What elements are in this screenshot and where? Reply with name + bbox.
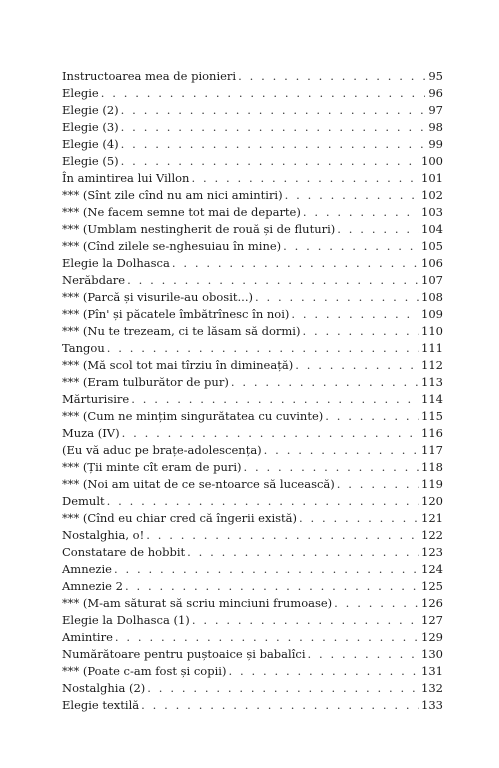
toc-entry-title: *** (Noi am uitat de ce se-ntoarce să lucească) — [62, 477, 335, 491]
toc-entry-title: Nerăbdare — [62, 273, 126, 287]
toc-entry — [62, 578, 443, 595]
toc-dot-leader — [121, 153, 419, 170]
toc-dot-leader — [291, 306, 419, 323]
toc-entry-page-number: 123 — [421, 545, 443, 559]
toc-dot-leader — [122, 425, 419, 442]
toc-entry-page-number: 106 — [421, 256, 443, 270]
toc-entry-title: *** (Sînt zile cînd nu am nici amintiri) — [62, 188, 283, 202]
toc-dot-leader — [334, 595, 419, 612]
toc-dot-leader — [255, 289, 419, 306]
toc-entry — [62, 221, 443, 238]
toc-entry-page-number: 129 — [421, 630, 443, 644]
toc-entry — [62, 85, 443, 102]
toc-entry-title: *** (Cînd eu chiar cred că îngerii există) — [62, 511, 298, 525]
toc-entry-title: *** (Ne facem semne tot mai de departe) — [62, 205, 301, 219]
toc-dot-leader — [238, 68, 425, 85]
toc-entry — [62, 119, 443, 136]
toc-dot-leader — [107, 493, 419, 510]
toc-dot-leader — [244, 459, 420, 476]
toc-entry-page-number: 113 — [421, 375, 443, 389]
toc-dot-leader — [295, 357, 419, 374]
toc-dot-leader — [308, 646, 420, 663]
toc-entry-page-number: 126 — [421, 596, 443, 610]
toc-entry — [62, 170, 443, 187]
toc-entry-title: *** (Eram tulburător de pur) — [62, 375, 229, 389]
toc-dot-leader — [121, 136, 425, 153]
toc-entry-page-number: 104 — [421, 222, 443, 236]
toc-entry-page-number: 122 — [421, 528, 443, 542]
toc-dot-leader — [187, 544, 419, 561]
toc-dot-leader — [121, 119, 425, 136]
toc-entry-page-number: 107 — [421, 273, 443, 287]
toc-entry-title: Constatare de hobbit — [62, 545, 186, 559]
toc-entry-title: *** (Poate c-am fost și copii) — [62, 664, 227, 678]
toc-entry — [62, 510, 443, 527]
toc-dot-leader — [192, 612, 419, 629]
toc-entry-title: *** (Mă scol tot mai tîrziu în dimineață) — [62, 358, 294, 372]
toc-entry-page-number: 125 — [421, 579, 443, 593]
toc-dot-leader — [231, 374, 419, 391]
toc-dot-leader — [228, 663, 419, 680]
toc-entry — [62, 102, 443, 119]
toc-entry-page-number: 109 — [421, 307, 443, 321]
toc-entry — [62, 68, 443, 85]
toc-entry — [62, 680, 443, 697]
toc-entry — [62, 663, 443, 680]
toc-entry-page-number: 115 — [421, 409, 443, 423]
toc-entry-page-number: 110 — [421, 324, 443, 338]
toc-entry-title: Muza (IV) — [62, 426, 120, 440]
toc-entry-title: *** (M-am săturat să scriu minciuni frumoase) — [62, 596, 333, 610]
toc-entry-title: Tangou — [62, 341, 105, 355]
toc-entry-page-number: 124 — [421, 562, 443, 576]
toc-entry — [62, 374, 443, 391]
toc-entry-page-number: 117 — [421, 443, 443, 457]
toc-entry-title: Amnezie 2 — [62, 579, 123, 593]
toc-entry — [62, 544, 443, 561]
toc-entry-page-number: 97 — [428, 103, 443, 117]
toc-entry-page-number: 100 — [421, 154, 443, 168]
toc-entry-page-number: 127 — [421, 613, 443, 627]
toc-entry-page-number: 102 — [421, 188, 443, 202]
toc-entry-title: Numărătoare pentru puștoaice și babalîci — [62, 647, 306, 661]
toc-entry-page-number: 131 — [421, 664, 443, 678]
toc-entry-page-number: 99 — [428, 137, 443, 151]
toc-entry-page-number: 105 — [421, 239, 443, 253]
toc-dot-leader — [147, 680, 419, 697]
toc-entry-title: Demult — [62, 494, 105, 508]
toc-entry — [62, 442, 443, 459]
toc-entry-title: În amintirea lui Villon — [62, 171, 190, 185]
toc-entry — [62, 357, 443, 374]
toc-entry-title: Elegie la Dolhasca (1) — [62, 613, 190, 627]
toc-entry-page-number: 120 — [421, 494, 443, 508]
toc-entry-page-number: 118 — [421, 460, 443, 474]
toc-entry — [62, 408, 443, 425]
toc-entry-title: Nostalghia (2) — [62, 681, 146, 695]
toc-entry — [62, 527, 443, 544]
toc-entry-title: *** (Parcă și visurile-au obosit...) — [62, 290, 253, 304]
toc-entry-title: Elegie textilă — [62, 698, 140, 712]
toc-dot-leader — [303, 204, 419, 221]
toc-entry — [62, 255, 443, 272]
toc-entry — [62, 697, 443, 714]
toc-entry-title: Elegie (4) — [62, 137, 119, 151]
toc-entry — [62, 425, 443, 442]
toc-dot-leader — [337, 221, 419, 238]
toc-dot-leader — [146, 527, 419, 544]
toc-entry — [62, 340, 443, 357]
toc-entry — [62, 646, 443, 663]
toc-entry-title: Elegie la Dolhasca — [62, 256, 170, 270]
toc-entry-title: Nostalghia, o! — [62, 528, 145, 542]
toc-entry — [62, 323, 443, 340]
toc-entry — [62, 612, 443, 629]
toc-entry-title: Elegie (5) — [62, 154, 119, 168]
toc-entry-page-number: 112 — [421, 358, 443, 372]
toc-entry — [62, 289, 443, 306]
toc-entry — [62, 153, 443, 170]
toc-dot-leader — [302, 323, 419, 340]
toc-dot-leader — [101, 85, 425, 102]
toc-dot-leader — [141, 697, 419, 714]
toc-entry — [62, 187, 443, 204]
toc-entry-title: Instructoarea mea de pionieri — [62, 69, 237, 83]
toc-entry-page-number: 132 — [421, 681, 443, 695]
toc-entry-page-number: 121 — [421, 511, 443, 525]
toc-entry-title: *** (Cum ne mințim singurătatea cu cuvinte) — [62, 409, 324, 423]
toc-dot-leader — [191, 170, 419, 187]
toc-entry-page-number: 130 — [421, 647, 443, 661]
toc-dot-leader — [325, 408, 419, 425]
toc-entry-title: Amintire — [62, 630, 113, 644]
toc-dot-leader — [131, 391, 419, 408]
toc-dot-leader — [125, 578, 419, 595]
toc-dot-leader — [107, 340, 419, 357]
toc-entry-title: Elegie — [62, 86, 99, 100]
toc-dot-leader — [264, 442, 419, 459]
toc-entry — [62, 204, 443, 221]
toc-entry-title: *** (Nu te trezeam, ci te lăsam să dormi) — [62, 324, 301, 338]
toc-entry-page-number: 101 — [421, 171, 443, 185]
toc-dot-leader — [337, 476, 419, 493]
toc-entry-page-number: 119 — [421, 477, 443, 491]
toc-entry-page-number: 98 — [428, 120, 443, 134]
toc-entry — [62, 272, 443, 289]
toc-entry-page-number: 133 — [421, 698, 443, 712]
toc-entry-title: Mărturisire — [62, 392, 130, 406]
table-of-contents — [62, 68, 443, 714]
toc-entry-title: Elegie (3) — [62, 120, 119, 134]
toc-dot-leader — [127, 272, 419, 289]
toc-entry-title: *** (Ții minte cît eram de puri) — [62, 460, 242, 474]
toc-entry — [62, 391, 443, 408]
toc-entry — [62, 476, 443, 493]
toc-dot-leader — [114, 561, 419, 578]
toc-entry-title: *** (Cînd zilele se-nghesuiau în mine) — [62, 239, 282, 253]
toc-entry — [62, 595, 443, 612]
toc-entry-page-number: 103 — [421, 205, 443, 219]
toc-entry-page-number: 116 — [421, 426, 443, 440]
toc-dot-leader — [115, 629, 419, 646]
toc-entry-page-number: 96 — [428, 86, 443, 100]
toc-entry — [62, 629, 443, 646]
toc-dot-leader — [285, 187, 419, 204]
toc-entry — [62, 493, 443, 510]
toc-entry — [62, 306, 443, 323]
toc-entry-title: *** (Pîn' și păcatele îmbătrînesc în noi) — [62, 307, 290, 321]
toc-dot-leader — [121, 102, 425, 119]
toc-entry-title: (Eu vă aduc pe brațe-adolescența) — [62, 443, 262, 457]
toc-entry-page-number: 95 — [428, 69, 443, 83]
toc-entry-title: *** (Umblam nestingherit de rouă și de fluturi) — [62, 222, 336, 236]
toc-entry-title: Elegie (2) — [62, 103, 119, 117]
toc-entry — [62, 136, 443, 153]
toc-dot-leader — [172, 255, 419, 272]
toc-entry-page-number: 108 — [421, 290, 443, 304]
toc-entry-title: Amnezie — [62, 562, 112, 576]
toc-dot-leader — [283, 238, 419, 255]
toc-entry — [62, 459, 443, 476]
toc-entry-page-number: 114 — [421, 392, 443, 406]
toc-entry-page-number: 111 — [421, 341, 443, 355]
toc-entry — [62, 238, 443, 255]
toc-entry — [62, 561, 443, 578]
toc-dot-leader — [299, 510, 419, 527]
